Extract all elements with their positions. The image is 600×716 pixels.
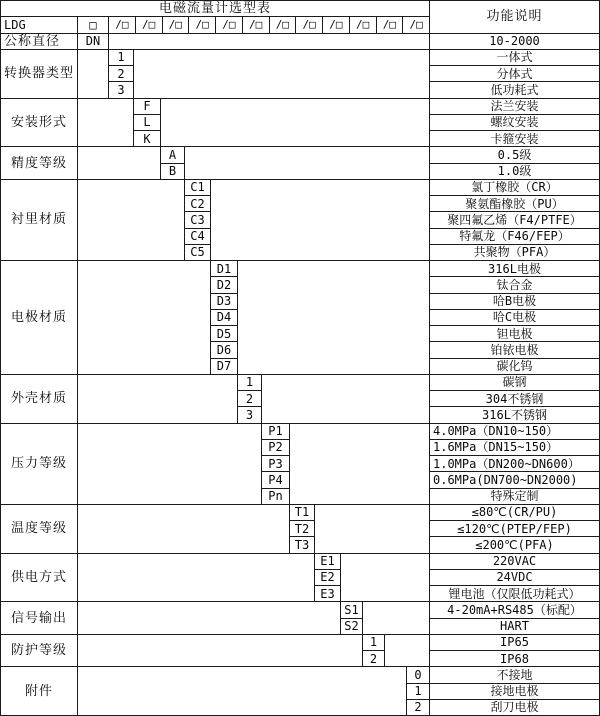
code-cell: E2 <box>315 570 340 585</box>
blank-cell <box>78 261 210 374</box>
section-label: 安装形式 <box>1 99 77 147</box>
section-label: 信号输出 <box>1 602 77 634</box>
blank-cell <box>315 505 429 553</box>
desc-cell: 220VAC <box>430 554 599 569</box>
code-cell: K <box>134 131 160 146</box>
section-label: 供电方式 <box>1 554 77 602</box>
blank-cell <box>78 554 314 602</box>
desc-cell: ≤120℃(PTEP/FEP) <box>430 521 599 536</box>
section-label: 附件 <box>1 667 77 715</box>
desc-cell: 4.0MPa（DN10~150） <box>430 424 599 439</box>
code-cell: T1 <box>290 505 314 520</box>
desc-cell: 哈B电极 <box>430 294 599 309</box>
code-cell: T2 <box>290 521 314 536</box>
code-cell: 1 <box>109 50 133 65</box>
code-cell: 3 <box>238 407 261 422</box>
desc-cell: 共聚物（PFA） <box>430 245 599 260</box>
desc-cell: 特氟龙（F46/FEP） <box>430 229 599 244</box>
model-box: /□ <box>376 17 403 32</box>
code-cell: 1 <box>238 375 261 390</box>
blank-cell <box>78 424 261 504</box>
desc-cell: 聚四氟乙烯（F4/PTFE） <box>430 212 599 227</box>
desc-cell: 锂电池（仅限低功耗式） <box>430 586 599 601</box>
section-label: 外壳材质 <box>1 375 77 423</box>
code-cell: DN <box>78 34 108 49</box>
desc-cell: 钛合金 <box>430 277 599 292</box>
desc-cell: 氯丁橡胶（CR） <box>430 180 599 195</box>
desc-cell: 低功耗式 <box>430 82 599 97</box>
code-cell: P1 <box>262 424 289 439</box>
blank-cell <box>78 602 340 634</box>
model-box: /□ <box>135 17 162 32</box>
blank-cell <box>363 602 429 634</box>
desc-cell: IP68 <box>430 651 599 666</box>
blank-cell <box>385 635 429 667</box>
code-cell: D6 <box>211 342 237 357</box>
section-label-diameter: 公称直径 <box>1 34 77 49</box>
code-cell: Pn <box>262 489 289 504</box>
code-cell: B <box>161 164 184 179</box>
code-cell: 0 <box>407 667 429 682</box>
function-column-header: 功能说明 <box>430 1 599 33</box>
desc-cell: 螺纹安装 <box>430 115 599 130</box>
code-cell: E1 <box>315 554 340 569</box>
code-cell: C4 <box>185 229 210 244</box>
model-box: /□ <box>215 17 242 32</box>
blank-cell <box>78 635 362 667</box>
model-box: /□ <box>115 18 129 32</box>
desc-cell: 0.6MPa(DN700~DN2000) <box>430 472 599 487</box>
code-cell: P3 <box>262 456 289 471</box>
code-cell: S1 <box>341 602 362 617</box>
code-cell: D3 <box>211 294 237 309</box>
desc-cell: 碳化钨 <box>430 359 599 374</box>
code-cell: 1 <box>363 635 384 650</box>
model-prefix: LDG <box>1 17 77 32</box>
blank-cell <box>78 147 160 179</box>
code-cell: 2 <box>109 66 133 81</box>
blank-cell <box>290 424 429 504</box>
desc-cell: ≤80℃(CR/PU) <box>430 505 599 520</box>
code-cell: C1 <box>185 180 210 195</box>
code-cell: D7 <box>211 359 237 374</box>
model-box-strip <box>109 17 429 32</box>
section-label: 衬里材质 <box>1 180 77 260</box>
code-cell: P2 <box>262 440 289 455</box>
table-title: 电磁流量计选型表 <box>1 1 429 16</box>
desc-cell: ≤200℃(PFA) <box>430 537 599 552</box>
section-label: 精度等级 <box>1 147 77 179</box>
desc-cell: 哈C电极 <box>430 310 599 325</box>
desc-cell: 分体式 <box>430 66 599 81</box>
desc-cell: 刮刀电极 <box>430 700 599 715</box>
code-cell: D1 <box>211 261 237 276</box>
code-cell: A <box>161 147 184 162</box>
code-cell: D4 <box>211 310 237 325</box>
code-cell: F <box>134 99 160 114</box>
code-cell: E3 <box>315 586 340 601</box>
code-cell: P4 <box>262 472 289 487</box>
model-box: /□ <box>269 17 296 32</box>
desc-cell: 1.6MPa（DN15~150） <box>430 440 599 455</box>
desc-cell: 聚氨酯橡胶（PU） <box>430 196 599 211</box>
model-box: /□ <box>295 17 322 32</box>
blank-cell <box>134 50 429 98</box>
model-box: /□ <box>162 17 189 32</box>
section-label: 温度等级 <box>1 505 77 553</box>
desc-cell: 24VDC <box>430 570 599 585</box>
desc-cell: 铂铱电极 <box>430 342 599 357</box>
desc-cell: 法兰安装 <box>430 99 599 114</box>
model-box: /□ <box>349 17 376 32</box>
blank-cell <box>161 99 429 147</box>
model-box: /□ <box>322 17 349 32</box>
model-box: /□ <box>402 17 429 32</box>
blank-cell <box>211 180 429 260</box>
code-cell: D2 <box>211 277 237 292</box>
desc-cell: 不接地 <box>430 667 599 682</box>
code-cell: T3 <box>290 537 314 552</box>
desc-cell: 4-20mA+RS485（标配） <box>430 602 599 617</box>
desc-cell: HART <box>430 619 599 634</box>
section-label: 防护等级 <box>1 635 77 667</box>
code-cell: 2 <box>363 651 384 666</box>
desc-cell: 卡箍安装 <box>430 131 599 146</box>
section-label: 压力等级 <box>1 424 77 504</box>
desc-cell: 304不锈钢 <box>430 391 599 406</box>
code-cell: 2 <box>407 700 429 715</box>
code-cell: D5 <box>211 326 237 341</box>
blank-cell <box>78 180 184 260</box>
blank-cell <box>185 147 429 179</box>
model-box: /□ <box>188 17 215 32</box>
code-cell: S2 <box>341 619 362 634</box>
code-cell: C3 <box>185 212 210 227</box>
desc-cell: 1.0MPa（DN200~DN600） <box>430 456 599 471</box>
desc-cell: 316L电极 <box>430 261 599 276</box>
desc-cell: 0.5级 <box>430 147 599 162</box>
blank-cell <box>78 375 237 423</box>
blank-cell <box>262 375 429 423</box>
desc-cell: IP65 <box>430 635 599 650</box>
blank-cell <box>78 50 108 98</box>
code-cell: 1 <box>407 684 429 699</box>
blank-cell <box>78 505 289 553</box>
desc-cell: 316L不锈钢 <box>430 407 599 422</box>
code-cell: 2 <box>238 391 261 406</box>
model-box: /□ <box>242 17 269 32</box>
desc-cell: 接地电极 <box>430 684 599 699</box>
blank-cell <box>109 34 429 49</box>
desc-cell: 10-2000 <box>430 34 599 49</box>
code-cell: L <box>134 115 160 130</box>
code-cell: 3 <box>109 82 133 97</box>
blank-cell <box>238 261 429 374</box>
desc-cell: 钽电极 <box>430 326 599 341</box>
blank-cell <box>341 554 429 602</box>
code-cell: C2 <box>185 196 210 211</box>
blank-cell <box>78 667 406 715</box>
section-label: 转换器类型 <box>1 50 77 98</box>
code-cell: C5 <box>185 245 210 260</box>
desc-cell: 特殊定制 <box>430 489 599 504</box>
desc-cell: 一体式 <box>430 50 599 65</box>
section-label: 电极材质 <box>1 261 77 374</box>
desc-cell: 1.0级 <box>430 164 599 179</box>
model-box-first: □ <box>78 17 108 32</box>
blank-cell <box>78 99 133 147</box>
desc-cell: 碳钢 <box>430 375 599 390</box>
